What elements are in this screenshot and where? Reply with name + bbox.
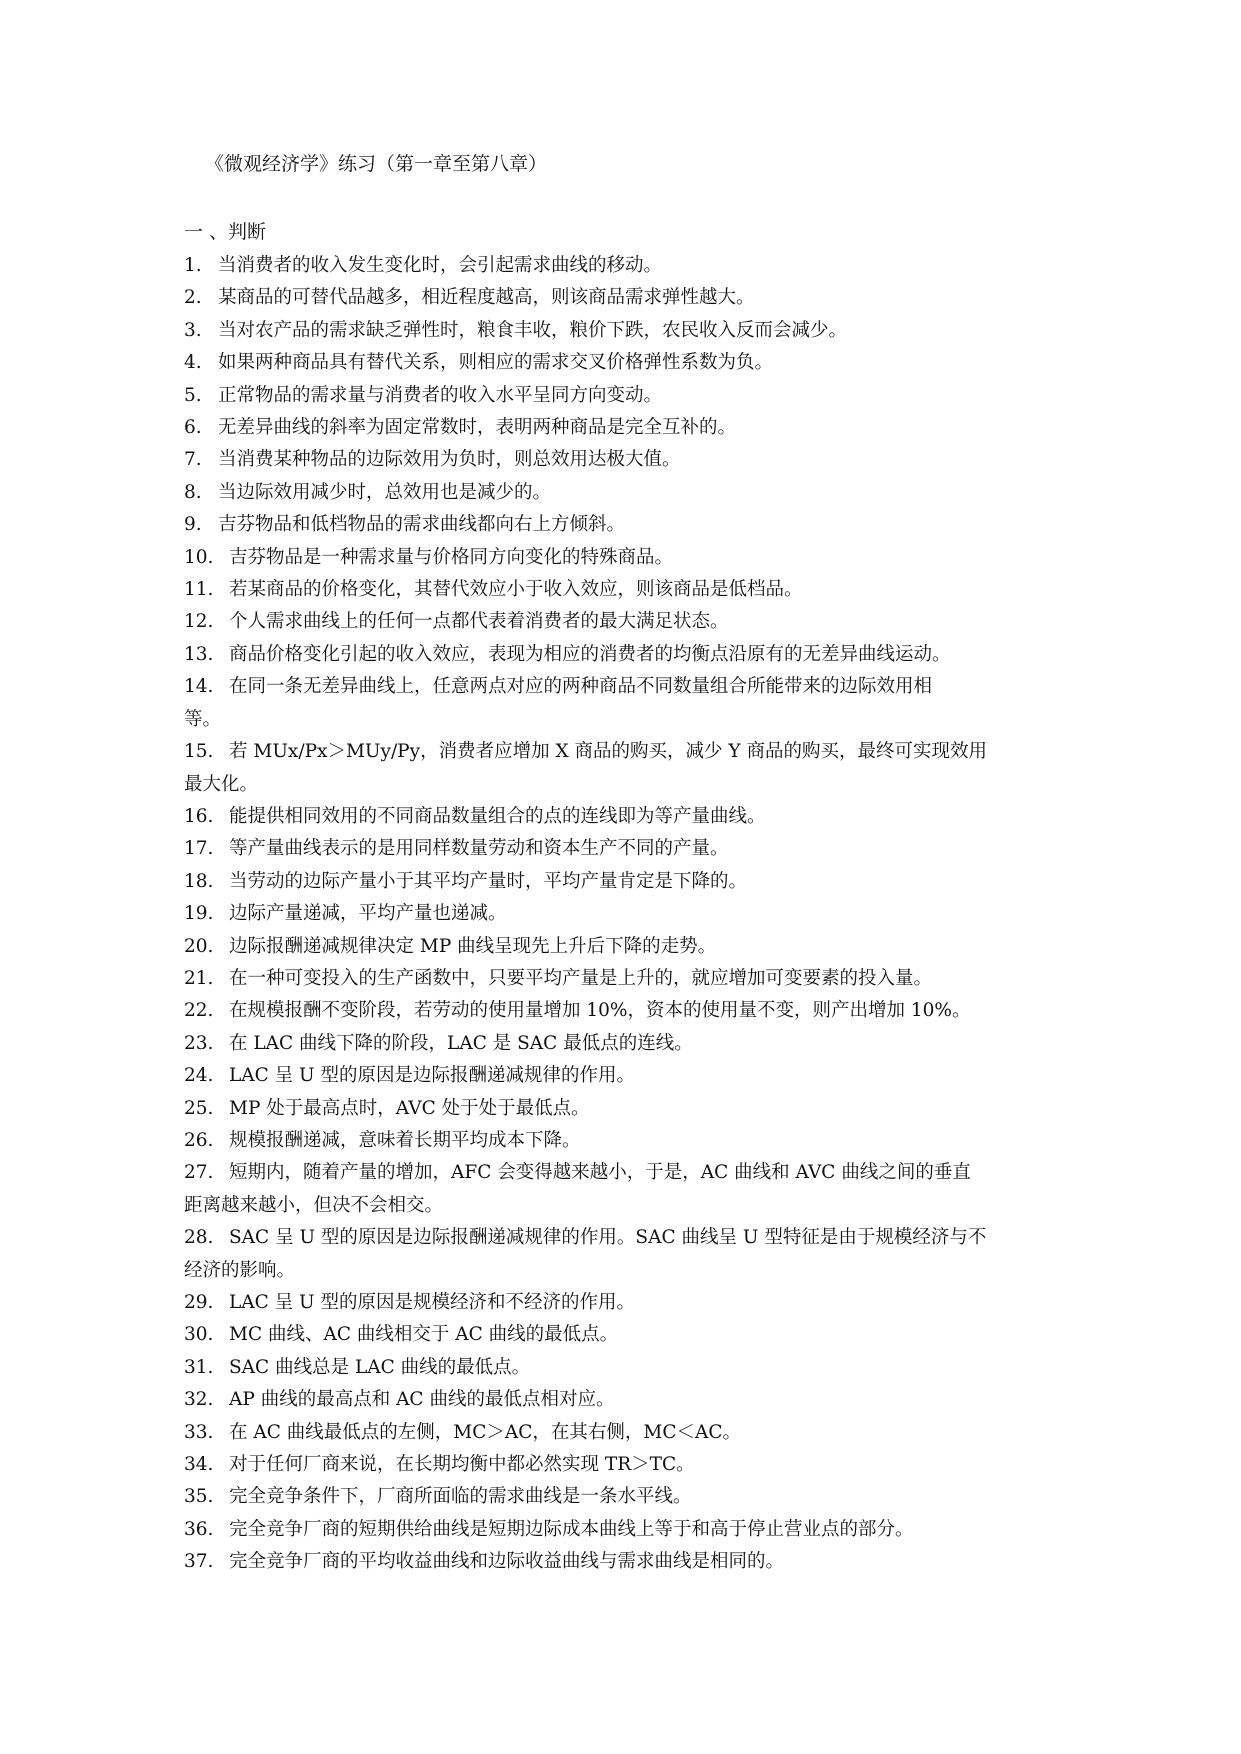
item-text-continuation: 经济的影响。 xyxy=(184,1259,296,1281)
item-text: 个人需求曲线上的任何一点都代表着消费者的最大满足状态。 xyxy=(229,611,729,633)
list-item xyxy=(184,282,1074,314)
item-text: 在一种可变投入的生产函数中，只要平均产量是上升的，就应增加可变要素的投入量。 xyxy=(229,967,933,989)
item-text: 吉芬物品是一种需求量与价格同方向变化的特殊商品。 xyxy=(229,546,674,568)
item-text: 如果两种商品具有替代关系，则相应的需求交叉价格弹性系数为负。 xyxy=(218,352,774,374)
item-number: 7. xyxy=(184,449,202,471)
item-number: 12. xyxy=(184,611,214,633)
list-item xyxy=(184,736,1074,801)
item-number: 14. xyxy=(184,676,214,698)
item-number: 13. xyxy=(184,643,214,665)
item-number: 31. xyxy=(184,1356,214,1378)
judgement-list xyxy=(184,250,1074,1579)
list-item xyxy=(184,1287,1074,1319)
item-text: MC 曲线、AC 曲线相交于 AC 曲线的最低点。 xyxy=(229,1324,619,1346)
list-item xyxy=(184,1546,1074,1578)
item-text: 若某商品的价格变化，其替代效应小于收入效应，则该商品是低档品。 xyxy=(229,579,803,601)
list-item xyxy=(184,250,1074,282)
list-item xyxy=(184,1481,1074,1513)
list-item xyxy=(184,833,1074,865)
list-item xyxy=(184,639,1074,671)
item-number: 20. xyxy=(184,935,214,957)
list-item xyxy=(184,1060,1074,1092)
item-number: 6. xyxy=(184,417,202,439)
list-item xyxy=(184,1514,1074,1546)
item-text: 在规模报酬不变阶段，若劳动的使用量增加 10%，资本的使用量不变，则产出增加 10%。 xyxy=(229,1000,971,1022)
item-number: 24. xyxy=(184,1065,214,1087)
item-number: 1. xyxy=(184,255,202,276)
item-text: 当劳动的边际产量小于其平均产量时，平均产量肯定是下降的。 xyxy=(229,870,748,892)
item-number: 15. xyxy=(184,741,214,763)
item-text: SAC 呈 U 型的原因是边际报酬递减规律的作用。SAC 曲线呈 U 型特征是由于规模经济与不 xyxy=(229,1227,987,1249)
item-text: 完全竞争厂商的短期供给曲线是短期边际成本曲线上等于和高于停止营业点的部分。 xyxy=(229,1518,914,1540)
item-text: MP 处于最高点时，AVC 处于处于最低点。 xyxy=(229,1097,590,1119)
item-text: 某商品的可替代品越多，相近程度越高，则该商品需求弹性越大。 xyxy=(218,287,755,309)
list-item xyxy=(184,671,1074,736)
item-text: 完全竞争条件下，厂商所面临的需求曲线是一条水平线。 xyxy=(229,1486,692,1508)
item-text: 能提供相同效用的不同商品数量组合的点的连线即为等产量曲线。 xyxy=(229,805,766,827)
list-item xyxy=(184,412,1074,444)
item-number: 26. xyxy=(184,1129,214,1151)
item-text: 在同一条无差异曲线上，任意两点对应的两种商品不同数量组合所能带来的边际效用相 xyxy=(229,676,933,698)
item-text: 边际报酬递减规律决定 MP 曲线呈现先上升后下降的走势。 xyxy=(229,935,717,957)
item-text: 若 MUx/Px＞MUy/Py，消费者应增加 X 商品的购买，减少 Y 商品的购买，最终可实现效用 xyxy=(229,741,987,763)
item-text: 完全竞争厂商的平均收益曲线和边际收益曲线与需求曲线是相同的。 xyxy=(229,1551,785,1573)
item-text: LAC 呈 U 型的原因是规模经济和不经济的作用。 xyxy=(229,1292,636,1313)
item-text-continuation: 最大化。 xyxy=(184,773,259,795)
list-item xyxy=(184,931,1074,963)
item-number: 25. xyxy=(184,1097,214,1119)
item-number: 17. xyxy=(184,838,214,860)
item-number: 32. xyxy=(184,1389,214,1411)
item-text: 当对农产品的需求缺乏弹性时，粮食丰收，粮价下跌，农民收入反而会减少。 xyxy=(218,319,848,341)
item-number: 22. xyxy=(184,1000,214,1022)
item-number: 33. xyxy=(184,1421,214,1443)
item-number: 30. xyxy=(184,1324,214,1346)
list-item xyxy=(184,315,1074,347)
item-text: 正常物品的需求量与消费者的收入水平呈同方向变动。 xyxy=(218,384,663,406)
list-item xyxy=(184,1417,1074,1449)
list-item xyxy=(184,1449,1074,1481)
list-item xyxy=(184,347,1074,379)
document-title: 《微观经济学》练习（第一章至第八章） xyxy=(205,153,548,175)
list-item xyxy=(184,444,1074,476)
item-number: 35. xyxy=(184,1486,214,1508)
list-item xyxy=(184,380,1074,412)
item-number: 29. xyxy=(184,1292,214,1313)
item-text: 在 AC 曲线最低点的左侧，MC＞AC，在其右侧，MC＜AC。 xyxy=(229,1421,742,1443)
item-text-continuation: 距离越来越小，但决不会相交。 xyxy=(184,1194,444,1216)
item-number: 18. xyxy=(184,870,214,892)
item-text: 当消费者的收入发生变化时，会引起需求曲线的移动。 xyxy=(218,255,663,276)
item-number: 5. xyxy=(184,384,202,406)
item-number: 8. xyxy=(184,481,202,503)
item-text: 当边际效用减少时，总效用也是减少的。 xyxy=(218,481,552,503)
list-item xyxy=(184,1125,1074,1157)
list-item xyxy=(184,1093,1074,1125)
list-item xyxy=(184,1157,1074,1222)
list-item xyxy=(184,1384,1074,1416)
item-text: 当消费某种物品的边际效用为负时，则总效用达极大值。 xyxy=(218,449,681,471)
item-text: 短期内，随着产量的增加，AFC 会变得越来越小，于是，AC 曲线和 AVC 曲线之间的垂直 xyxy=(229,1162,971,1184)
list-item xyxy=(184,509,1074,541)
list-item xyxy=(184,542,1074,574)
item-text-continuation: 等。 xyxy=(184,708,222,730)
item-number: 3. xyxy=(184,319,202,341)
list-item xyxy=(184,866,1074,898)
item-number: 2. xyxy=(184,287,202,309)
list-item xyxy=(184,1222,1074,1287)
item-text: 商品价格变化引起的收入效应，表现为相应的消费者的均衡点沿原有的无差异曲线运动。 xyxy=(229,643,951,665)
item-text: 无差异曲线的斜率为固定常数时，表明两种商品是完全互补的。 xyxy=(218,417,737,439)
item-number: 34. xyxy=(184,1454,214,1476)
item-text: AP 曲线的最高点和 AC 曲线的最低点相对应。 xyxy=(229,1389,615,1411)
list-item xyxy=(184,477,1074,509)
item-text: 等产量曲线表示的是用同样数量劳动和资本生产不同的产量。 xyxy=(229,838,729,860)
item-text: 对于任何厂商来说，在长期均衡中都必然实现 TR＞TC。 xyxy=(229,1454,695,1476)
section-heading: 一 、判断 xyxy=(184,221,267,243)
list-item xyxy=(184,606,1074,638)
item-number: 27. xyxy=(184,1162,214,1184)
item-number: 37. xyxy=(184,1551,214,1573)
item-text: 在 LAC 曲线下降的阶段，LAC 是 SAC 最低点的连线。 xyxy=(229,1032,693,1054)
item-number: 21. xyxy=(184,967,214,989)
list-item xyxy=(184,995,1074,1027)
list-item xyxy=(184,1352,1074,1384)
item-number: 10. xyxy=(184,546,214,568)
list-item xyxy=(184,574,1074,606)
item-number: 4. xyxy=(184,352,202,374)
list-item xyxy=(184,898,1074,930)
item-text: 边际产量递减，平均产量也递减。 xyxy=(229,903,507,925)
item-text: 吉芬物品和低档物品的需求曲线都向右上方倾斜。 xyxy=(218,514,626,536)
item-number: 9. xyxy=(184,514,202,536)
list-item xyxy=(184,963,1074,995)
item-number: 36. xyxy=(184,1518,214,1540)
item-number: 23. xyxy=(184,1032,214,1054)
item-text: LAC 呈 U 型的原因是边际报酬递减规律的作用。 xyxy=(229,1065,636,1087)
list-item xyxy=(184,1028,1074,1060)
item-number: 28. xyxy=(184,1227,214,1249)
item-number: 16. xyxy=(184,805,214,827)
item-text: 规模报酬递减，意味着长期平均成本下降。 xyxy=(229,1129,581,1151)
list-item xyxy=(184,801,1074,833)
item-number: 11. xyxy=(184,579,214,601)
item-text: SAC 曲线总是 LAC 曲线的最低点。 xyxy=(229,1356,531,1378)
list-item xyxy=(184,1319,1074,1351)
item-number: 19. xyxy=(184,903,214,925)
